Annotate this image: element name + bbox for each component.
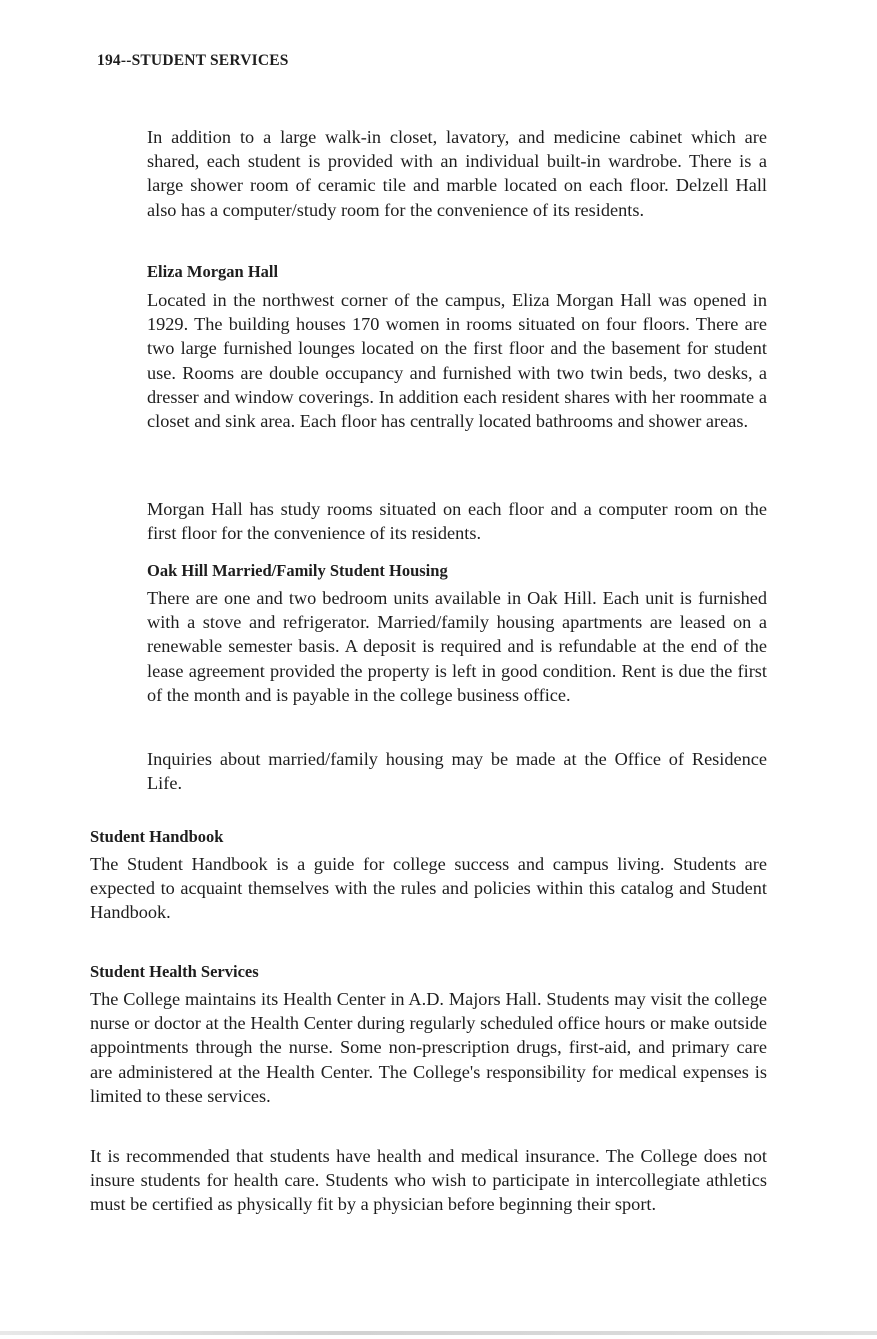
running-head: 194--STUDENT SERVICES <box>97 52 289 69</box>
oak-hill-paragraph-1: There are one and two bedroom units available in Oak Hill. Each unit is furnished with a stove and refrigerator. Married/family housing apartments are leased on a renewable semester basis. A deposit is required and is refundable at the end of the lease agreement provided the property is left in good condition. Rent is due the first of the month and is payable in the college business office. <box>147 588 767 705</box>
eliza-morgan-hall-heading: Eliza Morgan Hall <box>147 262 279 281</box>
health-paragraph-1: The College maintains its Health Center in A.D. Majors Hall. Students may visit the college nurse or doctor at the Health Center during regularly scheduled office hours or make outside appointments through the nurse. Some non-prescription drugs, first-aid, and primary care are administered at the Health Center. The College's responsibility for medical expenses is limited to these services. <box>90 989 767 1106</box>
page-bottom-edge <box>0 1331 877 1335</box>
oak-hill-heading: Oak Hill Married/Family Student Housing <box>147 561 448 580</box>
health-paragraph-2: It is recommended that students have health and medical insurance. The College does not insure students for health care. Students who wish to participate in intercollegiate athletics must be certified as physically fit by a physician before beginning their sport. <box>90 1146 767 1215</box>
morgan-paragraph-2: Morgan Hall has study rooms situated on each floor and a computer room on the first floor for the convenience of its residents. <box>147 499 767 544</box>
student-handbook-paragraph: The Student Handbook is a guide for college success and campus living. Students are expected to acquaint themselves with the rules and policies within this catalog and Student Handbook. <box>90 854 767 923</box>
oak-hill-paragraph-2: Inquiries about married/family housing may be made at the Office of Residence Life. <box>147 749 767 794</box>
student-handbook-heading: Student Handbook <box>90 827 224 846</box>
student-health-services-heading: Student Health Services <box>90 962 259 981</box>
delzell-paragraph: In addition to a large walk-in closet, lavatory, and medicine cabinet which are shared, each student is provided with an individual built-in wardrobe. There is a large shower room of ceramic tile and marble located on each floor. Delzell Hall also has a computer/study room for the convenience of its residents. <box>147 127 767 220</box>
morgan-paragraph-1: Located in the northwest corner of the campus, Eliza Morgan Hall was opened in 1929. The building houses 170 women in rooms situated on four floors. There are two large furnished lounges located on the first floor and the basement for student use. Rooms are double occupancy and furnished with two twin beds, two desks, a dresser and window coverings. In addition each resident shares with her roommate a closet and sink area. Each floor has centrally located bathrooms and shower areas. <box>147 290 767 432</box>
